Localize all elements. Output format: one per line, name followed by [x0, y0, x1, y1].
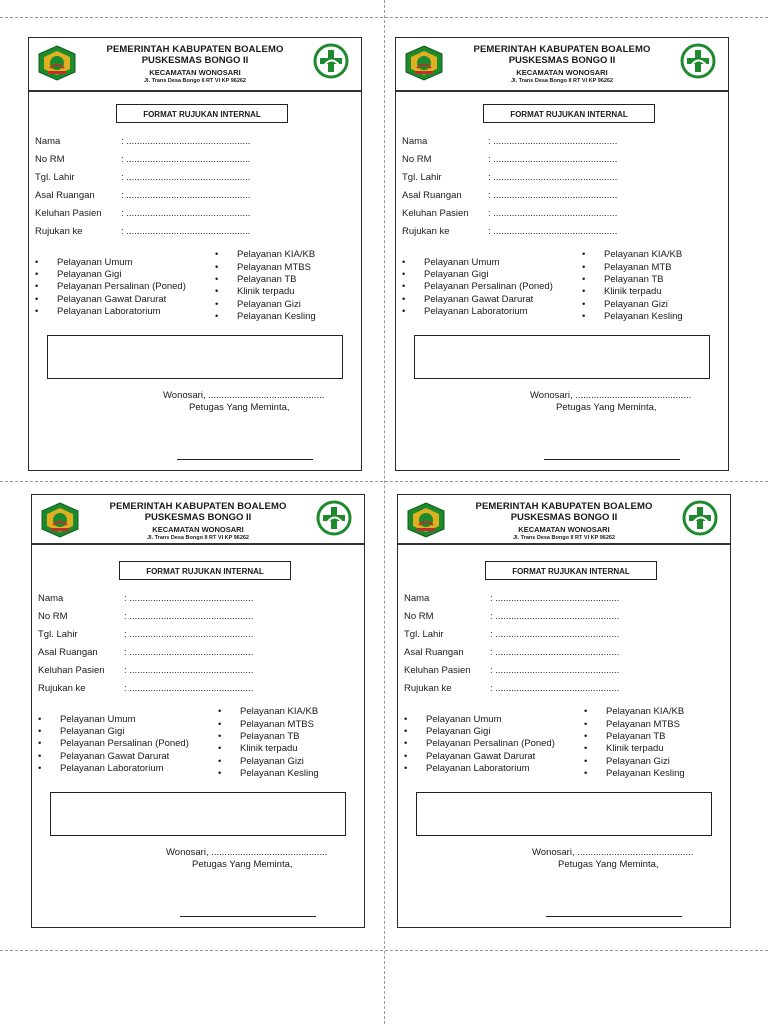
- form-title: FORMAT RUJUKAN INTERNAL: [483, 104, 655, 123]
- referral-form-top-right: [395, 37, 729, 471]
- form-title: FORMAT RUJUKAN INTERNAL: [116, 104, 288, 123]
- service-item: • Pelayanan Laboratorium: [35, 306, 161, 317]
- header-government: PEMERINTAH KABUPATEN BOALEMO: [106, 44, 284, 55]
- puskesmas-logo-icon: [680, 43, 716, 79]
- header-rule: [32, 543, 364, 545]
- boalemo-emblem-icon: [35, 44, 79, 82]
- service-item: • Pelayanan Laboratorium: [402, 306, 528, 317]
- signature-line[interactable]: [546, 916, 682, 917]
- service-item: • Pelayanan TB: [218, 731, 300, 742]
- service-item: • Pelayanan TB: [215, 274, 297, 285]
- service-item: • Pelayanan Laboratorium: [404, 763, 530, 774]
- officer-label: Petugas Yang Meminta,: [556, 402, 657, 413]
- field-rujukan-ke: Rujukan ke : ...............................................: [404, 683, 620, 694]
- field-tgl-lahir: Tgl. Lahir : ...............................................: [35, 172, 251, 183]
- field-nama: Nama : ...............................................: [35, 136, 251, 147]
- service-item: • Pelayanan Persalinan (Poned): [38, 738, 189, 749]
- cut-line-middle: [0, 481, 768, 482]
- field-no-rm: No RM : ...............................................: [402, 154, 618, 165]
- service-item: • Pelayanan Laboratorium: [38, 763, 164, 774]
- form-title: FORMAT RUJUKAN INTERNAL: [119, 561, 291, 580]
- field-no-rm: No RM : ...............................................: [35, 154, 251, 165]
- field-nama: Nama : ...............................................: [404, 593, 620, 604]
- form-title: FORMAT RUJUKAN INTERNAL: [485, 561, 657, 580]
- header-rule: [396, 90, 728, 92]
- service-item: • Pelayanan Umum: [404, 714, 502, 725]
- service-item: • Pelayanan MTBS: [215, 262, 311, 273]
- header-government: PEMERINTAH KABUPATEN BOALEMO: [109, 501, 287, 512]
- header-puskesmas: PUSKESMAS BONGO II: [508, 55, 616, 66]
- service-item: • Klinik terpadu: [215, 286, 295, 297]
- service-item: • Klinik terpadu: [582, 286, 662, 297]
- cut-line-bottom: [0, 950, 768, 951]
- field-asal-ruangan: Asal Ruangan : ...............................................: [404, 647, 620, 658]
- header-district: KECAMATAN WONOSARI: [516, 68, 608, 77]
- notes-box[interactable]: [414, 335, 710, 379]
- service-item: • Pelayanan Persalinan (Poned): [402, 281, 553, 292]
- referral-form-top-left: [28, 37, 362, 471]
- service-item: • Pelayanan KIA/KB: [215, 249, 316, 260]
- header-rule: [398, 543, 730, 545]
- puskesmas-logo-icon: [682, 500, 718, 536]
- header-address: Jl. Trans Desa Bongo II RT VI KP 96262: [511, 78, 613, 84]
- service-item: • Pelayanan MTBS: [584, 719, 680, 730]
- service-item: • Pelayanan Gizi: [218, 756, 304, 767]
- service-item: • Pelayanan Gigi: [402, 269, 489, 280]
- service-item: • Pelayanan Gawat Darurat: [35, 294, 167, 305]
- form-header: [398, 495, 730, 543]
- form-header: [29, 38, 361, 86]
- boalemo-emblem-icon: [404, 501, 448, 539]
- field-no-rm: No RM : ...............................................: [404, 611, 620, 622]
- header-address: Jl. Trans Desa Bongo II RT VI KP 96262: [513, 535, 615, 541]
- service-item: • Pelayanan Gigi: [35, 269, 122, 280]
- service-item: • Pelayanan Kesling: [218, 768, 319, 779]
- service-item: • Pelayanan Gizi: [584, 756, 670, 767]
- field-rujukan-ke: Rujukan ke : ...............................................: [35, 226, 251, 237]
- service-item: • Pelayanan Gawat Darurat: [38, 751, 170, 762]
- place-date: Wonosari, ............................................: [163, 390, 325, 401]
- service-item: • Pelayanan Gigi: [404, 726, 491, 737]
- header-puskesmas: PUSKESMAS BONGO II: [141, 55, 249, 66]
- service-item: • Pelayanan Umum: [402, 257, 500, 268]
- referral-form-bottom-right: [397, 494, 731, 928]
- officer-label: Petugas Yang Meminta,: [192, 859, 293, 870]
- header-puskesmas: PUSKESMAS BONGO II: [144, 512, 252, 523]
- service-item: • Pelayanan KIA/KB: [582, 249, 683, 260]
- officer-label: Petugas Yang Meminta,: [189, 402, 290, 413]
- form-header: [396, 38, 728, 86]
- header-district: KECAMATAN WONOSARI: [152, 525, 244, 534]
- service-item: • Pelayanan Persalinan (Poned): [35, 281, 186, 292]
- field-asal-ruangan: Asal Ruangan : ...............................................: [35, 190, 251, 201]
- header-government: PEMERINTAH KABUPATEN BOALEMO: [475, 501, 653, 512]
- field-tgl-lahir: Tgl. Lahir : ...............................................: [404, 629, 620, 640]
- boalemo-emblem-icon: [38, 501, 82, 539]
- service-item: • Klinik terpadu: [218, 743, 298, 754]
- field-keluhan-pasien: Keluhan Pasien : ...............................................: [38, 665, 254, 676]
- place-date: Wonosari, ............................................: [166, 847, 328, 858]
- service-item: • Pelayanan Persalinan (Poned): [404, 738, 555, 749]
- field-keluhan-pasien: Keluhan Pasien : ...............................................: [402, 208, 618, 219]
- cut-line-top: [0, 17, 768, 18]
- service-item: • Pelayanan Kesling: [582, 311, 683, 322]
- service-item: • Pelayanan Gawat Darurat: [402, 294, 534, 305]
- signature-line[interactable]: [180, 916, 316, 917]
- field-nama: Nama : ...............................................: [402, 136, 618, 147]
- service-item: • Pelayanan Kesling: [215, 311, 316, 322]
- service-item: • Pelayanan Gawat Darurat: [404, 751, 536, 762]
- header-government: PEMERINTAH KABUPATEN BOALEMO: [473, 44, 651, 55]
- service-item: • Pelayanan Umum: [38, 714, 136, 725]
- notes-box[interactable]: [50, 792, 346, 836]
- field-asal-ruangan: Asal Ruangan : ...............................................: [402, 190, 618, 201]
- puskesmas-logo-icon: [316, 500, 352, 536]
- service-item: • Pelayanan TB: [584, 731, 666, 742]
- signature-line[interactable]: [544, 459, 680, 460]
- field-keluhan-pasien: Keluhan Pasien : ...............................................: [35, 208, 251, 219]
- service-item: • Pelayanan MTB: [582, 262, 672, 273]
- field-asal-ruangan: Asal Ruangan : ...............................................: [38, 647, 254, 658]
- service-item: • Pelayanan Umum: [35, 257, 133, 268]
- puskesmas-logo-icon: [313, 43, 349, 79]
- field-rujukan-ke: Rujukan ke : ...............................................: [38, 683, 254, 694]
- notes-box[interactable]: [47, 335, 343, 379]
- header-address: Jl. Trans Desa Bongo II RT VI KP 96262: [144, 78, 246, 84]
- service-item: • Pelayanan MTBS: [218, 719, 314, 730]
- header-puskesmas: PUSKESMAS BONGO II: [510, 512, 618, 523]
- field-nama: Nama : ...............................................: [38, 593, 254, 604]
- boalemo-emblem-icon: [402, 44, 446, 82]
- field-rujukan-ke: Rujukan ke : ...............................................: [402, 226, 618, 237]
- header-address: Jl. Trans Desa Bongo II RT VI KP 96262: [147, 535, 249, 541]
- service-item: • Pelayanan KIA/KB: [218, 706, 319, 717]
- signature-line[interactable]: [177, 459, 313, 460]
- header-district: KECAMATAN WONOSARI: [149, 68, 241, 77]
- field-tgl-lahir: Tgl. Lahir : ...............................................: [38, 629, 254, 640]
- form-header: [32, 495, 364, 543]
- officer-label: Petugas Yang Meminta,: [558, 859, 659, 870]
- field-keluhan-pasien: Keluhan Pasien : ...............................................: [404, 665, 620, 676]
- service-item: • Pelayanan Gizi: [582, 299, 668, 310]
- field-tgl-lahir: Tgl. Lahir : ...............................................: [402, 172, 618, 183]
- service-item: • Pelayanan Kesling: [584, 768, 685, 779]
- field-no-rm: No RM : ...............................................: [38, 611, 254, 622]
- service-item: • Pelayanan TB: [582, 274, 664, 285]
- cut-line-vertical: [384, 0, 385, 1024]
- header-rule: [29, 90, 361, 92]
- header-district: KECAMATAN WONOSARI: [518, 525, 610, 534]
- service-item: • Pelayanan Gigi: [38, 726, 125, 737]
- service-item: • Pelayanan Gizi: [215, 299, 301, 310]
- service-item: • Klinik terpadu: [584, 743, 664, 754]
- service-item: • Pelayanan KIA/KB: [584, 706, 685, 717]
- place-date: Wonosari, ............................................: [530, 390, 692, 401]
- place-date: Wonosari, ............................................: [532, 847, 694, 858]
- notes-box[interactable]: [416, 792, 712, 836]
- referral-form-bottom-left: [31, 494, 365, 928]
